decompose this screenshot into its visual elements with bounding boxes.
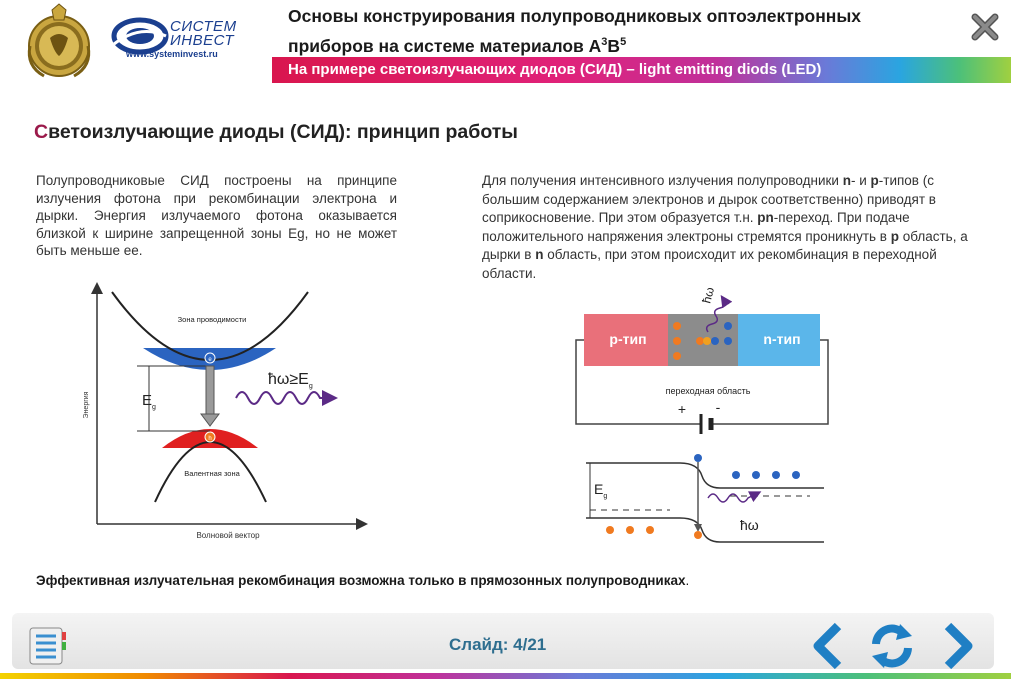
title-line-2-text: приборов на системе материалов A — [288, 35, 602, 56]
plus-sign: + — [677, 401, 687, 417]
title-line-2-b: B — [607, 35, 621, 56]
right-text-n: n — [842, 173, 851, 188]
hole-dot — [606, 526, 614, 534]
title-line-1: Основы конструирования полупроводниковых оптоэлектронных — [288, 6, 862, 26]
x-axis-label: Волновой вектор — [196, 531, 260, 540]
title-line-2 — [288, 29, 968, 59]
electron-dot — [711, 337, 719, 345]
right-text-part2: - и — [850, 173, 871, 188]
hole-dot — [673, 337, 681, 345]
battery-icon — [701, 414, 711, 434]
company-name — [170, 20, 237, 48]
conduction-band-edge — [586, 463, 824, 488]
electron-dot — [724, 322, 732, 330]
right-text-part1: Для получения интенсивного излучения полупроводники — [482, 173, 843, 188]
right-paragraph — [482, 172, 992, 283]
university-emblem-logo — [22, 2, 96, 80]
right-text-n2: n — [535, 247, 544, 262]
right-text-part5: область, а дырки в — [482, 228, 968, 262]
electron-dot — [752, 471, 760, 479]
right-text-part6: область, при этом происходит их рекомбинация в переходной области. — [482, 247, 937, 281]
recombination-burst — [703, 337, 711, 345]
hole-dot — [694, 531, 702, 539]
photon-wave — [708, 494, 756, 502]
right-text-p: p — [870, 173, 879, 188]
conduction-band-label: Зона проводимости — [177, 315, 247, 324]
chevron-left-icon — [818, 626, 838, 666]
company-name-line2: ИНВЕСТ — [170, 32, 235, 49]
y-axis-label: Энергия — [83, 391, 90, 419]
electron-dot — [732, 471, 740, 479]
next-slide-button[interactable] — [936, 622, 980, 670]
p-type-label: p-тип — [609, 331, 647, 347]
bottom-note-period: . — [685, 573, 690, 588]
left-paragraph: Полупроводниковые СИД построены на принципе излучения фотона при рекомбинации электрона и дырки. Энергия излучаемого фотона оказывается близкой к ширине запрещенной зоны Eg, но не может быть меньше ее. — [36, 173, 397, 258]
right-text-p2: p — [890, 228, 899, 244]
presentation-title — [288, 3, 968, 59]
pn-band-diagram — [580, 448, 830, 548]
hole-label: h — [208, 436, 212, 442]
company-name-line1: СИСТЕМ — [170, 18, 237, 35]
electron-dot — [772, 471, 780, 479]
hole-row — [606, 526, 654, 534]
photon-label: ħω — [699, 285, 718, 305]
band-structure-diagram — [70, 280, 370, 542]
title-superscript-2: 5 — [620, 36, 627, 48]
right-text-part3: -типов (с большим содержанием электронов и дырок соответственно) приводят в соприкосновение. При этом образуется т.н. — [482, 173, 936, 225]
slide-title-first-letter: С — [34, 121, 49, 143]
transition-arrow — [206, 366, 214, 414]
right-text-pn: pn — [757, 210, 774, 225]
hole-dot — [626, 526, 634, 534]
close-button[interactable] — [968, 10, 1002, 44]
contents-icon — [30, 628, 66, 664]
replay-button[interactable] — [866, 620, 918, 672]
company-url: www.systeminvest.ru — [126, 49, 218, 59]
photon-wave — [236, 392, 330, 404]
electron-row — [732, 471, 800, 479]
bottom-note — [36, 573, 689, 588]
electron-dot — [724, 337, 732, 345]
electron-dot — [792, 471, 800, 479]
transition-region-label: переходная область — [665, 386, 751, 396]
valence-band-edge — [586, 518, 824, 542]
refresh-icon — [872, 624, 912, 668]
electron-dot — [694, 454, 702, 462]
bottom-note-text: Эффективная излучательная рекомбинация возможна только в прямозонных полупроводниках — [36, 573, 686, 588]
previous-slide-button[interactable] — [806, 622, 850, 670]
hole-dot — [673, 322, 681, 330]
n-type-label: n-тип — [763, 331, 801, 347]
slide-title — [34, 121, 518, 144]
gap-label: $E_g$ — [142, 392, 156, 411]
slide-title-rest: ветоизлучающие диоды (СИД): принцип работы — [48, 121, 518, 143]
hole-dot — [673, 352, 681, 360]
bottom-color-strip — [0, 673, 1011, 679]
chevron-right-icon — [948, 626, 968, 666]
subtitle-text: На примере светоизлучающих диодов (СИД) – light emitting diods (LED) — [288, 61, 822, 78]
table-of-contents-button[interactable] — [24, 624, 70, 668]
gap-label: $E_g$ — [594, 481, 608, 500]
close-icon — [975, 17, 995, 37]
fermi-level-dashes — [590, 496, 810, 510]
title-superscript-1: 3 — [601, 36, 608, 48]
transition-arrow-head — [201, 414, 219, 426]
pn-junction-diagram — [570, 282, 832, 442]
right-text-part4: -переход. При подаче положительного напряжения электроны стремятся проникнуть в — [482, 210, 910, 244]
valence-band-label: Валентная зона — [184, 469, 240, 478]
electron-label: e — [208, 357, 212, 363]
photon-label: ħω — [740, 517, 759, 533]
hole-dot — [696, 337, 704, 345]
minus-sign: - — [715, 399, 721, 415]
hole-dot — [646, 526, 654, 534]
slide-counter: Слайд: 4/21 — [449, 635, 547, 654]
photon-label: $ħ\omega\ge E_g$ — [268, 371, 313, 390]
